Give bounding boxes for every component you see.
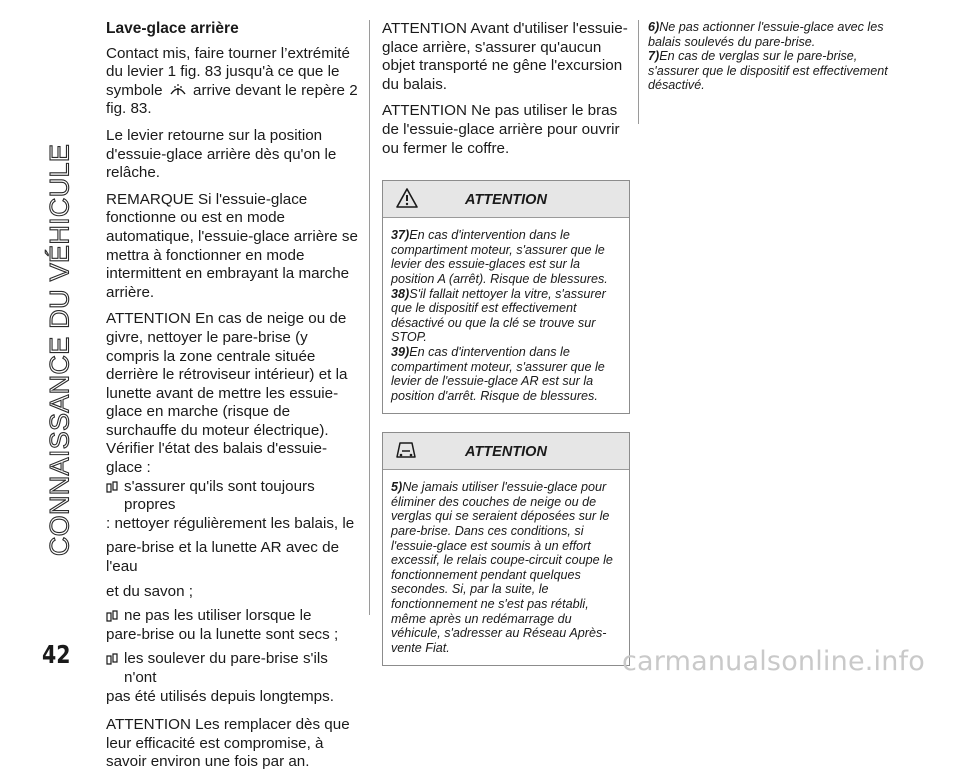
- warning-body: [383, 470, 629, 665]
- note-text: En cas d'intervention dans le compartiment moteur, s'assurer que le levier des essuie-glaces est sur la position A (arrêt). Risque de blessures.: [391, 228, 608, 286]
- warning-note: [391, 228, 621, 286]
- rear-washer-icon: [169, 83, 187, 97]
- paragraph: ATTENTION Les remplacer dès que leur efficacité est compromise, à savoir environ une fois par an.: [106, 716, 350, 771]
- warning-box: [382, 432, 630, 666]
- warning-header: [383, 181, 629, 218]
- list-item-text: : nettoyer régulièrement les balais, le: [106, 514, 355, 532]
- warning-note: [391, 480, 621, 655]
- paragraph: ATTENTION Ne pas utiliser le bras de l'essuie-glace arrière pour ouvrir ou fermer le coffre.: [382, 102, 620, 157]
- note-number: 6): [648, 20, 660, 34]
- column-separator: [638, 20, 639, 124]
- note-number: 7): [648, 49, 660, 64]
- note: [648, 20, 910, 49]
- list-item-text: pare-brise ou la lunette sont secs ;: [106, 625, 339, 643]
- list-item-text: s'assurer qu'ils sont toujours propres: [124, 477, 315, 514]
- section-heading: Lave-glace arrière: [106, 20, 239, 37]
- page-number: 42: [42, 640, 71, 669]
- warning-note: [391, 345, 621, 403]
- column-separator: [369, 20, 370, 615]
- list-item: [106, 478, 358, 515]
- note-text: Ne pas actionner l'essuie-glace avec les balais soulevés du pare-brise.: [648, 20, 884, 49]
- note-text: Ne jamais utiliser l'essuie-glace pour éliminer des couches de neige ou de verglas qui se seraient déposées sur le pare-brise. Dans ces conditions, si l'essuie-glace est soumis à un effort excessif, le relais coupe-circuit coupe le fonctionnement pendant quelques secondes. Si, par la suite, le fonctionnement ne s'est pas rétabli, même après un redémarrage du véhicule, s'adresser au Réseau Après-vente Fiat.: [391, 480, 613, 655]
- column-3: [648, 20, 910, 93]
- list-item-text: pare-brise et la lunette AR avec de l'eau: [106, 539, 340, 576]
- warning-title: ATTENTION: [465, 192, 547, 209]
- note-text: S'il fallait nettoyer la vitre, s'assurer que le dispositif est effectivement désactivé ou que la clé se trouve sur STOP.: [391, 286, 606, 345]
- column-1: [106, 20, 358, 780]
- list-item-text: ne pas les utiliser lorsque le: [124, 607, 312, 625]
- bullet-icon: [106, 653, 118, 665]
- paragraph-text: Contact mis, faire tourner l’extrémité du levier 1 fig. 83 jusqu'à ce que le symbole: [106, 44, 350, 99]
- watermark: carmanualsonline.info: [622, 646, 925, 677]
- note-number: 38): [391, 286, 410, 301]
- warning-note: [391, 287, 621, 345]
- note-text: En cas d'intervention dans le compartiment moteur, s'assurer que le levier de l'essuie-glace AR est sur la position d'arrêt. Risque de blessures.: [391, 344, 605, 403]
- note-number: 37): [391, 228, 410, 243]
- column-2: [382, 20, 630, 666]
- list-item-text: pas été utilisés depuis longtemps.: [106, 687, 334, 705]
- warning-box: [382, 180, 630, 414]
- paragraph: Le levier retourne sur la position d'essuie-glace arrière dès qu'on le relâche.: [106, 126, 337, 182]
- note-text: En cas de verglas sur le pare-brise, s'assurer que le dispositif est effectivement désactivé.: [648, 49, 888, 93]
- bullet-icon: [106, 610, 118, 622]
- paragraph: ATTENTION Avant d'utiliser l'essuie-glace arrière, s'assurer qu'aucun objet transporté ne gêne l'excursion du balais.: [382, 20, 628, 93]
- warning-header: [383, 433, 629, 470]
- note-number: 5): [391, 480, 403, 495]
- paragraph: ATTENTION En cas de neige ou de givre, nettoyer le pare-brise (y compris la zone centrale située derrière le rétroviseur intérieur) et la lunette avant de mettre les essuie-glace en marche (risque de surchauffe du moteur électrique). Vérifier l'état des balais d'essuie-glace :: [106, 310, 348, 477]
- paragraph: REMARQUE Si l'essuie-glace fonctionne ou est en mode automatique, l'essuie-glace arrière se mettra à fonctionner en mode intermittent en embrayant la marche arrière.: [106, 190, 358, 301]
- warning-title: ATTENTION: [465, 444, 547, 461]
- list-item: [106, 650, 358, 687]
- warning-body: [383, 218, 629, 413]
- list-item-text: les soulever du pare-brise s'ils n'ont: [124, 650, 328, 686]
- chapter-title-text: CONNAISSANCE DU VÉHICULE: [44, 143, 75, 557]
- note-number: 39): [391, 344, 410, 359]
- list-item-text: et du savon ;: [106, 582, 193, 600]
- paragraph: [106, 45, 358, 119]
- list-item: [106, 607, 358, 626]
- note: [648, 49, 910, 93]
- paragraph-text: arrive devant le repère 2 fig. 83.: [106, 81, 358, 118]
- bullet-icon: [106, 481, 118, 493]
